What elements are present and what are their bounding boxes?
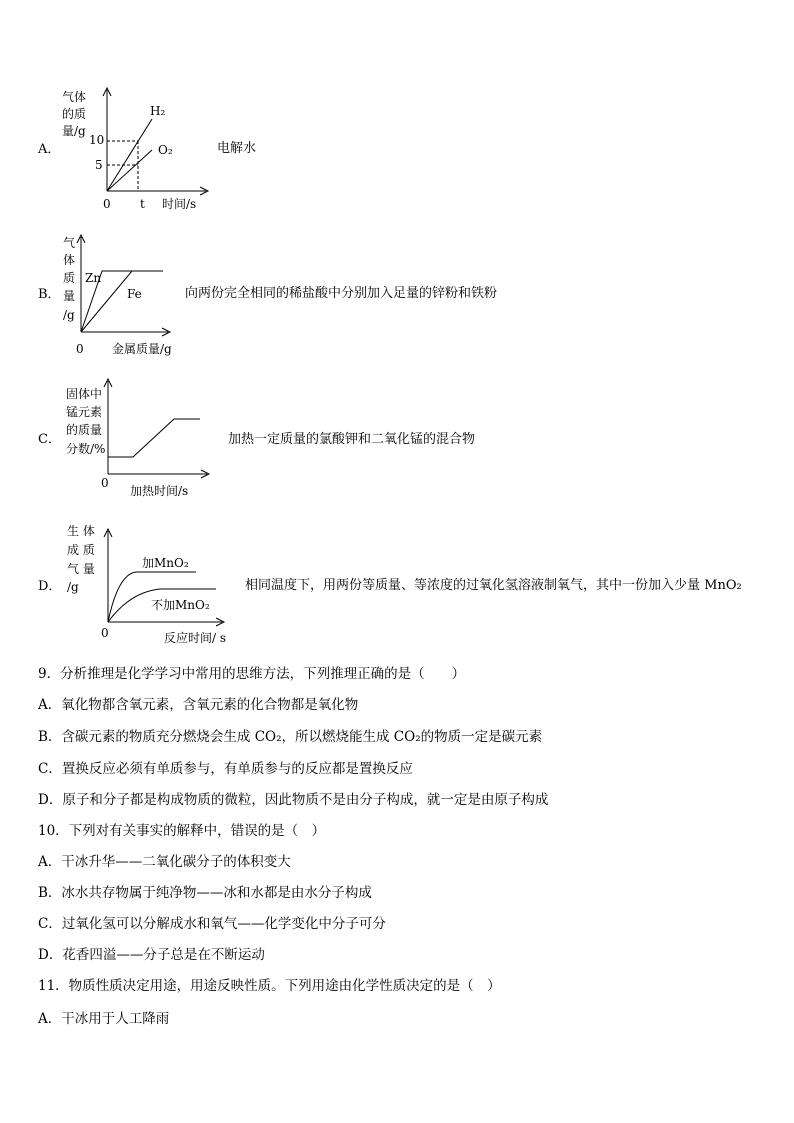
- option-description: 向两份完全相同的稀盐酸中分别加入足量的锌粉和铁粉: [185, 286, 498, 301]
- origin-label: 0: [76, 342, 84, 356]
- answer-choice: D．原子和分子都是构成物质的微粒，因此物质不是由分子构成，就一定是由原子构成: [38, 792, 549, 808]
- y-axis-label-line: /g: [63, 308, 75, 322]
- answer-choice: A．氧化物都含氧元素，含氧元素的化合物都是氧化物: [38, 697, 359, 713]
- y-axis-label-line: /g: [67, 580, 79, 594]
- series-label-h2: H₂: [150, 104, 166, 118]
- x-tick-label: t: [140, 197, 145, 211]
- y-axis-label-line: 的质量: [66, 423, 103, 437]
- series-label-fe: Fe: [127, 287, 142, 301]
- y-axis-label-line: 体: [63, 253, 76, 267]
- option-description: 电解水: [217, 141, 257, 156]
- y-axis-label-line: 气体: [62, 90, 87, 104]
- y-axis-label-line: 生 体: [67, 524, 95, 538]
- series-label-o2: O₂: [158, 143, 173, 157]
- option-letter: B．: [38, 287, 61, 302]
- y-axis-label-line: 成 质: [67, 543, 95, 557]
- answer-choice: A．干冰升华——二氧化碳分子的体积变大: [38, 854, 291, 870]
- option-description: 相同温度下，用两份等质量、等浓度的过氧化氢溶液制氧气，其中一份加入少量 MnO₂: [245, 578, 742, 593]
- x-axis-label: 反应时间/ s: [164, 631, 227, 645]
- y-axis-label-line: 量/g: [62, 124, 86, 138]
- y-axis-label-line: 量: [63, 289, 76, 303]
- answer-choice: C．置换反应必须有单质参与，有单质参与的反应都是置换反应: [38, 761, 413, 777]
- x-axis-label: 金属质量/g: [112, 342, 172, 356]
- y-tick-label: 5: [95, 158, 103, 172]
- answer-choice: C．过氧化氢可以分解成水和氧气——化学变化中分子可分: [38, 916, 386, 932]
- question-stem: 10．下列对有关事实的解释中，错误的是（ ）: [38, 823, 326, 839]
- option-letter: D．: [38, 579, 62, 594]
- x-axis-label: 加热时间/s: [130, 484, 189, 498]
- y-axis-label-line: 气: [63, 236, 76, 250]
- y-axis-label-line: 锰元素: [66, 405, 103, 419]
- y-tick-label: 10: [89, 133, 105, 147]
- option-description: 加热一定质量的氯酸钾和二氧化锰的混合物: [228, 432, 476, 447]
- y-axis-label-line: 的质: [62, 107, 87, 121]
- answer-choice: D．花香四溢——分子总是在不断运动: [38, 947, 265, 963]
- curve-without-mno2: [108, 589, 216, 622]
- answer-choice: A．干冰用于人工降雨: [38, 1011, 170, 1027]
- origin-label: 0: [101, 476, 109, 490]
- y-axis-label-line: 固体中: [66, 387, 103, 401]
- curve-with-mno2: [108, 572, 196, 622]
- series-label-with-mno2: 加MnO₂: [142, 556, 189, 570]
- answer-choice: B．含碳元素的物质充分燃烧会生成 CO₂，所以燃烧能生成 CO₂的物质一定是碳元素: [38, 729, 543, 745]
- y-axis-label-line: 质: [63, 271, 76, 285]
- x-axis-label: 时间/s: [162, 197, 197, 211]
- origin-label: 0: [103, 197, 111, 211]
- question-stem: 9．分析推理是化学学习中常用的思维方法，下列推理正确的是（ ）: [38, 666, 466, 682]
- option-letter: C．: [38, 432, 61, 447]
- answer-choice: B．冰水共存物属于纯净物——冰和水都是由水分子构成: [38, 885, 372, 901]
- y-axis-label-line: 分数/%: [66, 442, 106, 456]
- option-letter: A．: [38, 142, 61, 157]
- question-stem: 11．物质性质决定用途，用途反映性质。下列用途由化学性质决定的是（ ）: [38, 978, 501, 994]
- y-axis-label-line: 气 量: [67, 562, 95, 576]
- series-label-zn: Zn: [85, 271, 102, 285]
- series-label-without-mno2: 不加MnO₂: [151, 598, 210, 612]
- origin-label: 0: [101, 626, 109, 640]
